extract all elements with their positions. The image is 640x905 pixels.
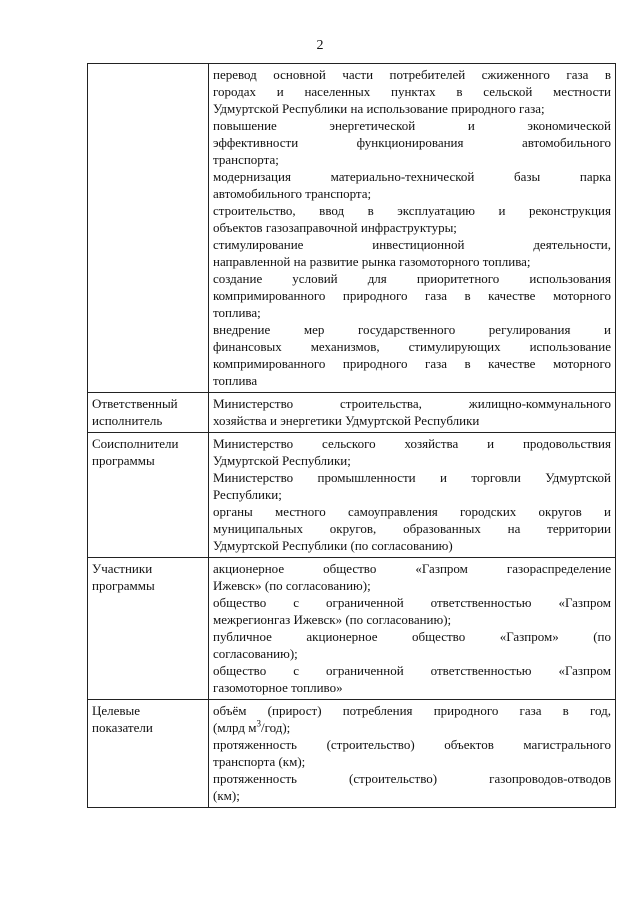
row-label-line: Участники: [92, 561, 153, 576]
row-value-line: внедрение мер государственного регулирования и: [213, 322, 611, 337]
row-value-line: межрегионгаз Ижевск» (по согласованию);: [213, 612, 452, 627]
row-value: [209, 700, 616, 808]
row-value-line: топлива: [213, 373, 258, 388]
row-value-line: транспорта;: [213, 152, 279, 167]
row-value-line: [213, 719, 611, 736]
row-value-line: Республики;: [213, 487, 282, 502]
row-label-line: Соисполнители: [92, 436, 179, 451]
row-label: [88, 393, 209, 433]
row-value-line: финансовых механизмов, стимулирующих использование: [213, 339, 611, 354]
unit-text: (млрд м: [213, 720, 257, 735]
row-label-line: исполнитель: [92, 413, 163, 428]
row-label: [88, 433, 209, 558]
row-value: [209, 558, 616, 700]
table-row-responsible-executor: [88, 393, 616, 433]
row-value: [209, 64, 616, 393]
row-value-line: Удмуртской Республики;: [213, 453, 351, 468]
row-value-line: протяженность (строительство) газопроводов-отводов: [213, 771, 611, 786]
table-body: [88, 64, 616, 808]
row-value-line: перевод основной части потребителей сжиженного газа в: [213, 67, 611, 82]
row-value-line: согласованию);: [213, 646, 298, 661]
row-value-line: газомоторное топливо»: [213, 680, 343, 695]
row-label-line: программы: [92, 578, 155, 593]
row-value-line: компримированного природного газа в качестве моторного: [213, 356, 611, 371]
row-label: [88, 700, 209, 808]
row-label-line: Целевые: [92, 703, 141, 718]
row-value: [209, 393, 616, 433]
row-value-line: компримированного природного газа в качестве моторного: [213, 288, 611, 303]
table-row-participants: [88, 558, 616, 700]
row-value-line: Удмуртской Республики на использование природного газа;: [213, 101, 545, 116]
row-value-line: Министерство сельского хозяйства и продовольствия: [213, 436, 611, 451]
row-label: [88, 64, 209, 393]
row-value: [209, 433, 616, 558]
row-value-line: (км);: [213, 788, 240, 803]
row-value-line: модернизация материально-технической базы парка: [213, 169, 611, 184]
row-value-line: стимулирование инвестиционной деятельности,: [213, 237, 611, 252]
row-value-line: создание условий для приоритетного использования: [213, 271, 611, 286]
page-number: 2: [316, 38, 324, 53]
row-value-line: городах и населенных пунктах в сельской местности: [213, 84, 611, 99]
row-label-line: показатели: [92, 720, 153, 735]
row-value-line: объектов газозаправочной инфраструктуры;: [213, 220, 457, 235]
row-label-line: Ответственный: [92, 396, 178, 411]
row-value-line: общество с ограниченной ответственностью «Газпром: [213, 595, 611, 610]
row-label-line: программы: [92, 453, 155, 468]
row-value-line: Министерство строительства, жилищно-коммунального: [213, 396, 611, 411]
row-value-line: хозяйства и энергетики Удмуртской Республики: [213, 413, 480, 428]
row-value-line: акционерное общество «Газпром газораспределение: [213, 561, 611, 576]
table-row-co-executors: [88, 433, 616, 558]
row-value-line: автомобильного транспорта;: [213, 186, 372, 201]
row-value-line: топлива;: [213, 305, 261, 320]
row-value-line: повышение энергетической и экономической: [213, 118, 611, 133]
row-value-line: строительство, ввод в эксплуатацию и реконструкция: [213, 203, 611, 218]
row-label: [88, 558, 209, 700]
row-value-line: публичное акционерное общество «Газпром» (по: [213, 629, 611, 644]
table-row-goals: [88, 64, 616, 393]
unit-superscript: 3: [256, 718, 261, 729]
row-value-line: муниципальных округов, образованных на территории: [213, 521, 611, 536]
row-value-line: эффективности функционирования автомобильного: [213, 135, 611, 150]
table-row-target-indicators: [88, 700, 616, 808]
row-value-line: органы местного самоуправления городских округов и: [213, 504, 611, 519]
row-value-line: общество с ограниченной ответственностью «Газпром: [213, 663, 611, 678]
program-passport-table: [87, 63, 616, 808]
row-value-line: направленной на развитие рынка газомоторного топлива;: [213, 254, 531, 269]
unit-tail: /год);: [260, 720, 291, 735]
row-value-line: Удмуртской Республики (по согласованию): [213, 538, 453, 553]
row-value-line: транспорта (км);: [213, 754, 306, 769]
row-value-line: Ижевск» (по согласованию);: [213, 578, 371, 593]
row-value-line: Министерство промышленности и торговли Удмуртской: [213, 470, 611, 485]
row-value-line: протяженность (строительство) объектов магистрального: [213, 737, 611, 752]
row-value-line: объём (прирост) потребления природного газа в год,: [213, 703, 611, 718]
